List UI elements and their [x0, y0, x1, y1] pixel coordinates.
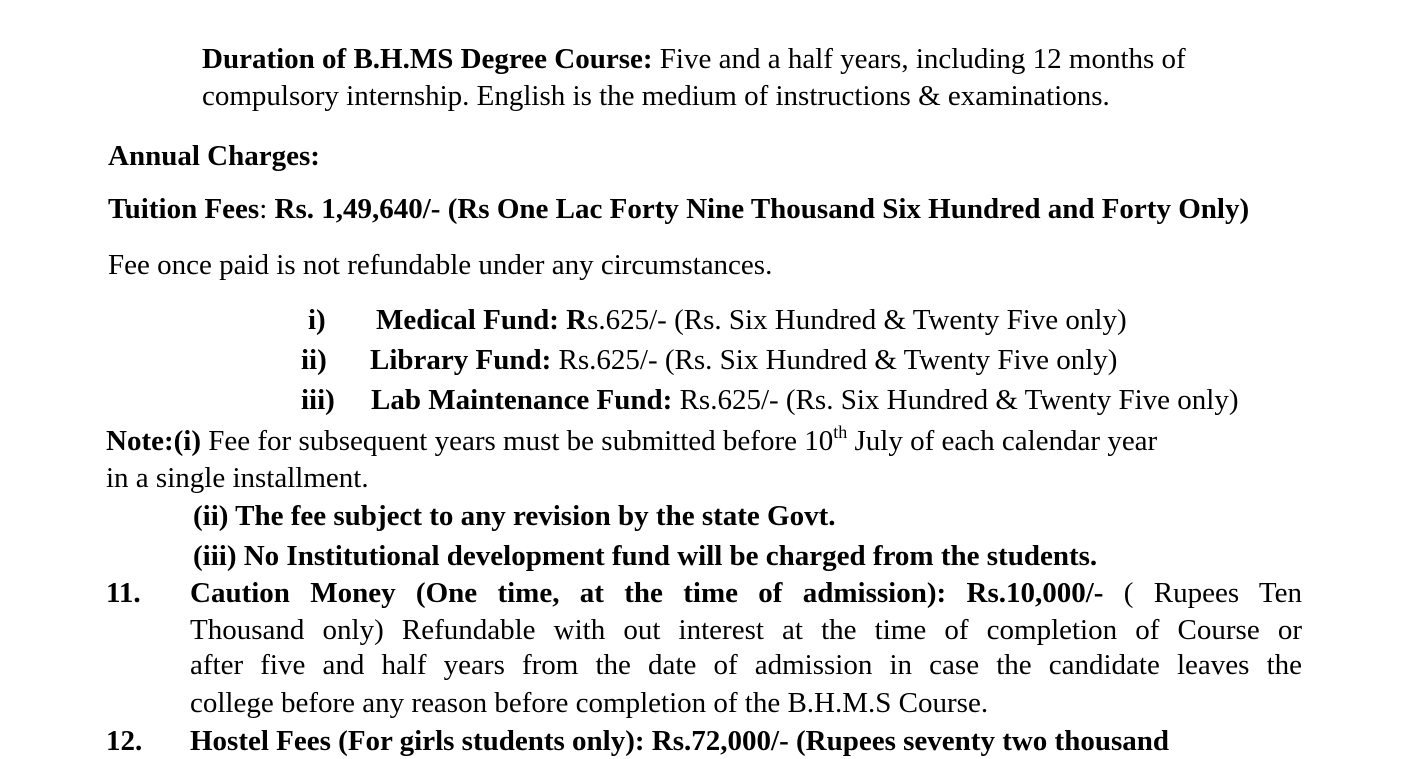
- caution-money-number: 11.: [106, 577, 141, 609]
- tuition-fees-amount: Rs. 1,49,640/- (Rs One Lac Forty Nine Thousand Six Hundred and Forty Only): [274, 193, 1250, 225]
- fund-item-label: Medical Fund: R: [376, 304, 588, 336]
- caution-money-line-3: after five and half years from the date of admission in case the candidate leaves the: [190, 649, 1302, 681]
- fund-item: [308, 303, 1127, 338]
- fund-item-number: iii): [301, 384, 335, 416]
- refund-note: Fee once paid is not refundable under any circumstances.: [108, 249, 773, 281]
- note-superscript: th: [833, 422, 848, 442]
- fund-item: [301, 383, 1238, 418]
- note-item-iii: (iii) No Institutional development fund will be charged from the students.: [193, 540, 1098, 572]
- caution-money-line-4: college before any reason before completion of the B.H.M.S Course.: [190, 687, 989, 719]
- duration-heading: Duration of B.H.MS Degree Course:: [202, 43, 653, 75]
- note-label: Note:(i): [106, 425, 202, 457]
- tuition-fees-label: Tuition Fees: [108, 193, 260, 225]
- duration-line-2: compulsory internship. English is the medium of instructions & examinations.: [202, 80, 1110, 112]
- fund-item-text: Rs.625/- (Rs. Six Hundred & Twenty Five only): [672, 384, 1239, 416]
- caution-money-line-1: [190, 576, 1302, 611]
- note-item-ii: (ii) The fee subject to any revision by the state Govt.: [193, 500, 836, 532]
- hostel-fees-number: 12.: [106, 725, 143, 757]
- note-text-1: Fee for subsequent years must be submitted before 10: [201, 425, 834, 457]
- tuition-fees-colon: :: [259, 193, 275, 225]
- duration-text-1: Five and a half years, including 12 months of: [652, 43, 1186, 75]
- fund-item-number: i): [308, 304, 326, 336]
- fund-item-text: Rs.625/- (Rs. Six Hundred & Twenty Five only): [551, 344, 1118, 376]
- fund-item-label: Library Fund:: [370, 344, 552, 376]
- fund-item-label: Lab Maintenance Fund:: [371, 384, 673, 416]
- note-text-2: July of each calendar year: [847, 425, 1158, 457]
- duration-line-1: [202, 42, 1186, 77]
- note-line-1: [106, 424, 1157, 459]
- annual-charges-heading: Annual Charges:: [108, 140, 320, 172]
- fund-item-text: s.625/- (Rs. Six Hundred & Twenty Five only): [587, 304, 1127, 336]
- hostel-fees-line: [106, 724, 1169, 759]
- hostel-fees-text: Hostel Fees (For girls students only): Rs.72,000/- (Rupees seventy two thousand: [190, 725, 1170, 757]
- caution-money-heading: Caution Money (One time, at the time of admission): Rs.10,000/-: [190, 577, 1104, 609]
- caution-money-line-2: Thousand only) Refundable with out interest at the time of completion of Course or: [190, 614, 1302, 646]
- tuition-fees-line: [108, 192, 1249, 227]
- fund-item: [301, 343, 1117, 378]
- note-line-2: in a single installment.: [106, 462, 369, 494]
- fund-item-number: ii): [301, 344, 327, 376]
- caution-money-text-1: ( Rupees Ten: [1103, 577, 1302, 609]
